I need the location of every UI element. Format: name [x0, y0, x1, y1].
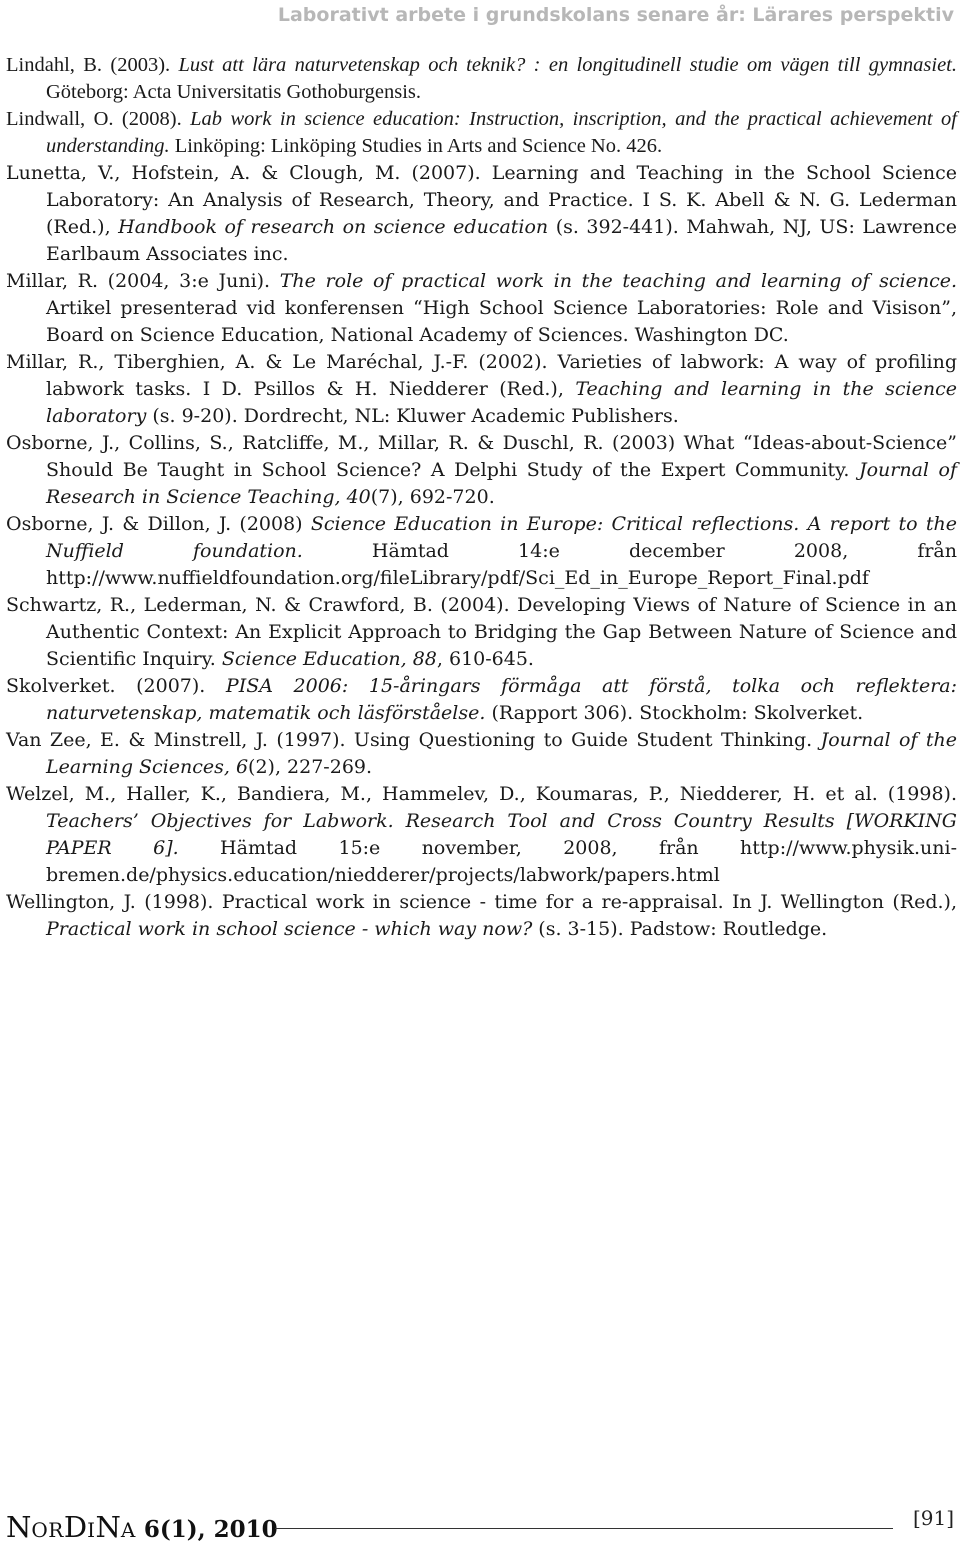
reference-text: Lindahl, B. (2003). — [6, 54, 179, 76]
reference-entry — [6, 511, 957, 592]
reference-title-italic: Teaching and learning in the science laboratory — [46, 378, 957, 427]
reference-title-italic: Lust att lära naturvetenskap och teknik? : en longitudinell studie om vägen till gymnasiet. — [178, 54, 957, 76]
reference-entry — [6, 430, 957, 511]
reference-text: Hämtad 15:e november, 2008, från http://www.physik.uni-bremen.de/physics.education/niedderer/projects/labwork/papers.html — [46, 837, 957, 886]
reference-entry — [6, 349, 957, 430]
reference-text: Hämtad 14:e december 2008, från http://www.nuffieldfoundation.org/fileLibrary/pdf/Sci_Ed_in_Europe_Report_Final.pdf — [46, 540, 957, 589]
reference-entry — [6, 52, 957, 106]
reference-entry — [6, 673, 957, 727]
reference-title-italic: Handbook of research on science education — [118, 216, 549, 238]
reference-text: Linköping: Linköping Studies in Arts and Science No. 426. — [169, 135, 663, 157]
reference-text: (Rapport 306). Stockholm: Skolverket. — [485, 702, 864, 724]
reference-text: Osborne, J. & Dillon, J. (2008) — [6, 513, 311, 535]
reference-entry — [6, 106, 957, 160]
reference-entry — [6, 268, 957, 349]
reference-text: Millar, R. (2004, 3:e Juni). — [6, 270, 280, 292]
reference-text: (2), 227-269. — [248, 756, 373, 778]
reference-entry — [6, 592, 957, 673]
reference-text: Lindwall, O. (2008). — [6, 108, 191, 130]
reference-text: (s. 3-15). Padstow: Routledge. — [532, 918, 828, 940]
running-header: Laborativt arbete i grundskolans senare år: Lärares perspektiv — [277, 4, 954, 26]
logo-letters: I — [87, 1518, 96, 1542]
reference-list — [6, 52, 957, 943]
reference-text: (7), 692-720. — [370, 486, 495, 508]
reference-text: Lunetta, V., Hofstein, A. & Clough, M. (2007). Learning and Teaching in the School Science Laboratory: An Analysis of Research, Theory, and Practice. I S. K. Abell & N. G. Lederman (Red.), — [6, 162, 957, 238]
journal-issue: 6(1), 2010 — [143, 1516, 278, 1543]
logo-letter: D — [63, 1510, 88, 1544]
reference-text: Wellington, J. (1998). Practical work in science - time for a re-appraisal. In J. Wellington (Red.), — [6, 891, 957, 913]
reference-text: (s. 392-441). Mahwah, NJ, US: Lawrence Earlbaum Associates inc. — [46, 216, 958, 265]
reference-title-italic: Journal of Research in Science Teaching, 40 — [46, 459, 957, 508]
page-number: [91] — [912, 1506, 954, 1530]
logo-letter: N — [6, 1510, 32, 1544]
journal-logo — [6, 1510, 278, 1544]
logo-letters: OR — [31, 1518, 64, 1542]
reference-title-italic: PISA 2006: 15-åringars förmåga att förstå, tolka och reflektera: naturvetenskap, matematik och läsförståelse. — [46, 675, 958, 724]
logo-letter: N — [95, 1510, 121, 1544]
reference-entry — [6, 160, 957, 268]
reference-title-italic: The role of practical work in the teaching and learning of science. — [279, 270, 958, 292]
reference-title-italic: Science Education, 88 — [221, 648, 437, 670]
reference-text: Osborne, J., Collins, S., Ratcliffe, M., Millar, R. & Duschl, R. (2003) What “Ideas-about-Science” Should Be Taught in School Science? A Delphi Study of the Expert Community. — [6, 432, 957, 481]
reference-text: Schwartz, R., Lederman, N. & Crawford, B. (2004). Developing Views of Nature of Science in an Authentic Context: An Explicit Approach to Bridging the Gap Between Nature of Science and Scientific Inquiry. — [6, 594, 957, 670]
reference-entry — [6, 727, 957, 781]
reference-title-italic: Lab work in science education: Instruction, inscription, and the practical achievement of understanding. — [46, 108, 957, 157]
reference-text: Welzel, M., Haller, K., Bandiera, M., Hammelev, D., Koumaras, P., Niedderer, H. et al. (1998). — [6, 783, 957, 805]
reference-title-italic: Practical work in school science - which way now? — [46, 918, 533, 940]
reference-text: Göteborg: Acta Universitatis Gothoburgensis. — [46, 81, 422, 103]
footer-rule — [275, 1528, 893, 1529]
reference-text: Artikel presenterad vid konferensen “High School Science Laboratories: Role and Visison”, Board on Science Education, National Academy of Sciences. Washington DC. — [46, 297, 957, 346]
reference-text: Skolverket. (2007). — [6, 675, 226, 697]
reference-title-italic: Science Education in Europe: Critical reflections. A report to the Nuffield foundation. — [46, 513, 958, 562]
reference-entry — [6, 889, 957, 943]
reference-title-italic: Teachers’ Objectives for Labwork. Research Tool and Cross Country Results [WORKING PAPER 6]. — [46, 810, 957, 859]
reference-text: (s. 9-20). Dordrecht, NL: Kluwer Academic Publishers. — [146, 405, 679, 427]
reference-text: Millar, R., Tiberghien, A. & Le Maréchal, J.-F. (2002). Varieties of labwork: A way of profiling labwork tasks. I D. Psillos & H. Niedderer (Red.), — [6, 351, 957, 400]
reference-entry — [6, 781, 957, 889]
reference-title-italic: Journal of the Learning Sciences, 6 — [46, 729, 958, 778]
logo-letters: A — [120, 1518, 136, 1542]
reference-text: , 610-645. — [436, 648, 534, 670]
reference-text: Van Zee, E. & Minstrell, J. (1997). Using Questioning to Guide Student Thinking. — [6, 729, 821, 751]
